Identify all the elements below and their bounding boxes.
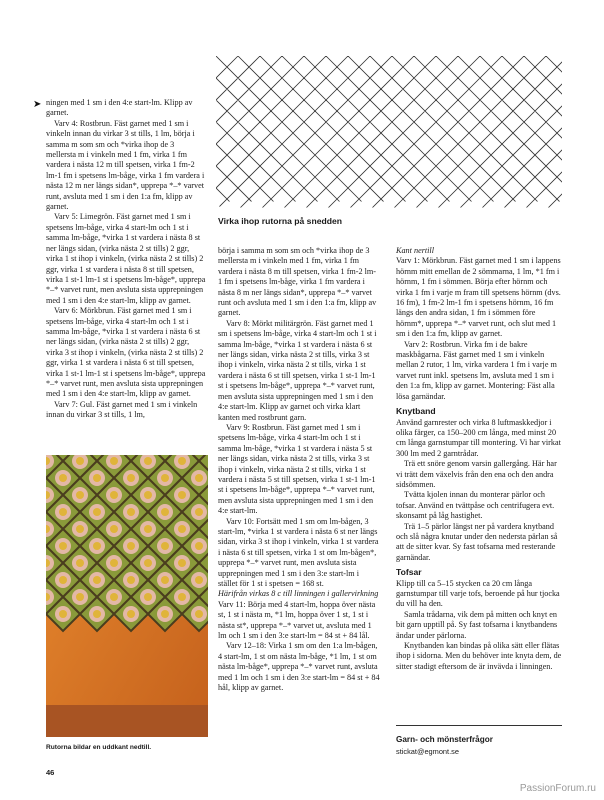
contact-email[interactable]: stickat@egmont.se [396, 747, 459, 756]
text-column-1 [46, 98, 206, 421]
paragraph: ningen med 1 sm i den 4:e start-lm. Klipp av garnet. [46, 98, 193, 118]
join-diagram [216, 56, 562, 210]
subsection-heading: Härifrån virkas 8 c till linningen i gallervirkning [218, 589, 379, 599]
section-heading: Tofsar [396, 567, 422, 578]
contact-heading: Garn- och mönsterfrågor [396, 735, 493, 744]
paragraph: Varv 2: Rostbrun. Virka fm i de bakre maskbågarna. Fäst garnet med 1 sm i vinkeln mellan 2 rutor, 1 lm, virka vardera 1 fm i varje m varvet runt inkl. spetsens lm, avsluta med 1 sm i den 1:a fm, klipp av garnet. Montering: Fäst alla lösa garnändar. [396, 339, 557, 401]
paragraph: Varv 5: Limegrön. Fäst garnet med 1 sm i spetsens lm-båge, virka 4 start-lm och 1 st i samma lm-båge, *virka 1 st vardera i nästa 8 st ner längs sidan, (virka nästa 2 st tills) 2 ggr, virka 1 st ihop i vinkeln, (virka nästa 2 st tills) 2 ggr, virka 1 st vardera i nästa 8 st till spetsen, virka 1 st-1 lm-1 st i spetsens lm-båge*, upprepa *–* varvet runt, men avsluta sista upprepningen med 1 sm i den 4:e start-lm, klipp av garnet. [46, 212, 206, 305]
paragraph: Varv 4: Rostbrun. Fäst garnet med 1 sm i vinkeln innan du virkar 3 st tills, 1 lm, börja i samma m som sm och *virka ihop de 3 mellersta m i vinkeln med 1 fm, virka 1 fm vardera i nästa 12 m till spetsen, virka 1 fm-2 lm-1 fm i spetsens lm-båge, virka 1 fm vardera i nästa 12 m ner längs sidan*, upprepa *–* varvet runt, avsluta med 1 sm i den 1:a fm, klipp av garnet. [46, 118, 205, 212]
skirt-photo [46, 455, 208, 737]
page-number: 46 [46, 768, 55, 777]
divider [396, 725, 562, 726]
subsection-heading: Kant nertill [396, 246, 434, 255]
paragraph: Varv 11: Börja med 4 start-lm, hoppa över nästa st, 1 st i nästa m, *1 lm, hoppa över 1 st, 1 st i nästa st*, upprepa *–* varvet ut, avsluta med 1 lm och 1 sm i den 3:e start-lm = 84 st + 84 lål. [218, 599, 376, 641]
watermark: PassionForum.ru [519, 783, 596, 794]
text-column-3 [396, 246, 562, 672]
diagram-lines [216, 56, 562, 210]
paragraph: börja i samma m som sm och *virka ihop de 3 mellersta m i vinkeln med 1 fm, virka 1 fm vardera i nästa 8 m till spetsen, virka 1 fm-2 lm-1 fm i spetsens lm-båge, virka 1 fm vardera i nästa 8 m ner längs sidan*, upprepa *–* varvet runt och avsluta med 1 sm i den 1:a fm, klipp av garnet. [218, 246, 377, 318]
paragraph: Klipp till ca 5–15 stycken ca 20 cm långa garnstumpar till varje tofs, beroende på hur tjocka du vill ha den. [396, 578, 560, 609]
paragraph: Knytbanden kan bindas på olika sätt eller flätas ihop i sidorna. Men du behöver inte knyta dem, de sitter stadigt eftersom de är invävda i linningen. [396, 641, 562, 671]
text-column-2 [218, 246, 380, 693]
paragraph: Samla trådarna, vik dem på mitten och knyt en bit garn upptill på. Sy fast tofsarna i knytbandens ändar under pärlorna. [396, 609, 558, 640]
paragraph: Varv 12–18: Virka 1 sm om den 1:a lm-bågen, 4 start-lm, 1 st om nästa lm-båge, *1 lm, 1 st om nästa lm-båge*, upprepa *–* varvet runt, avsluta med 1 lm och 1 sm i den 3:e start-lm = 84 st + 84 hål, klipp av garnet. [218, 641, 380, 693]
continuation-arrow-icon: ➤ [33, 99, 42, 110]
paragraph: Varv 7: Gul. Fäst garnet med 1 sm i vinkeln innan du virkar 3 st tills, 1 lm, [46, 399, 198, 420]
diagram-caption: Virka ihop rutorna på snedden [218, 216, 342, 226]
paragraph: Använd garnrester och virka 8 luftmaskkedjor i olika färger, ca 150–200 cm långa, med minst 20 cm långa garnstumpar till montering. Vi har virkat 300 lm med 2 garntrådar. [396, 417, 561, 458]
paragraph: Varv 9: Rostbrun. Fäst garnet med 1 sm i spetsens lm-båge, virka 4 start-lm och 1 st i samma lm-båge, *virka 1 st vardera i nästa 5 st ner längs sidan, virka nästa 2 st tills, virka 3 st ihop i vinkeln, virka nästa 2 st tills, virka 1 st vardera i nästa 5 st till spetsen, virka 1 st-1 lm-1 st i spetsens lm-båge*, upprepa *–* varvet runt, men avsluta sista upprepningen med 1 sm i den 4:e start-lm. [218, 422, 376, 516]
paragraph: Varv 1: Mörkbrun. Fäst garnet med 1 sm i lappens hörnm mitt emellan de 2 sömmarna, 1 lm, *1 fm i hörnm, 1 fm i sömmen. Börja efter hörnm och virka 1 fm i varje m fram till spetsens hörnm (dvs. 16 fm), 1 fm-2 lm-1 fm i spetsens hörnm, 16 fm längs den andra sidan, 1 fm i sömmen före hörnm*, upprepa *–* varvet runt, och slut med 1 sm i den 1:a fm, klipp av garnet. [396, 256, 561, 339]
section-heading: Knytband [396, 406, 436, 417]
paragraph: Varv 8: Mörkt militärgrön. Fäst garnet med 1 sm i spetsens lm-båge, virka 4 start-lm och 1 st i samma lm-båge, *virka 1 st vardera i nästa 6 st ner längs sidan, virka nästa 2 st tills, virka 3 st ihop i vinkeln, virka nästa 2 st tills, virka 1 st vardera i nästa 6 st till spetsen, virka 1 st-1 lm-1 st i spetsens lm-båge*, upprepa *–* varvet runt, men avsluta sista upprepningen med 1 sm i den 4:e start-lm. Klipp av garnet och virka klart kanten med rostbrunt garn. [218, 318, 377, 422]
paragraph: Varv 10: Fortsätt med 1 sm om lm-bågen, 3 start-lm, *virka 1 st vardera i nästa 6 st ner längs sidan, virka 3 st ihop i vinkeln, virka 1 st vardera i nästa 6 st till spetsen, virka 1 st om lm-bågen*, upprepa *–* varvet runt, men avsluta sista upprepningen med 1 sm i den 3:e start-lm i stället för 1 st i spetsen = 168 st. [218, 516, 379, 588]
paragraph: Varv 6: Mörkbrun. Fäst garnet med 1 sm i spetsens lm-båge, virka 4 start-lm och 1 st i samma lm-båge, *virka 1 st vardera i nästa 6 st ner längs sidan, (virka nästa 2 st tills) 2 ggr, virka 3 st ihop i vinkeln, (virka nästa 2 st tills) 2 ggr, virka 1 st vardera i nästa 6 st till spetsen, virka 1 st-1 lm-1 st i spetsens lm-båge*, upprepa *–* varvet runt, men avsluta sista upprepningen med 1 sm i den 4:e start-lm, klipp av garnet. [46, 306, 206, 399]
photo-caption: Rutorna bildar en uddkant nedtill. [46, 744, 152, 751]
paragraph: Trä 1–5 pärlor längst ner på vardera knytband och slå några knutar under den nedersta pärlan så att de sitter kvar. Sy fast tofsarna med resterande garnändar. [396, 521, 558, 562]
paragraph: Trä ett snöre genom varsin gallergång. Här har vi trätt dem växelvis från den ena och den andra sidsömmen. [396, 459, 557, 489]
paragraph: Tvätta kjolen innan du monterar pärlor och tofsar. Använd en tvättpåse och centrifugera evt. skonsamt på låg hastighet. [396, 490, 555, 521]
